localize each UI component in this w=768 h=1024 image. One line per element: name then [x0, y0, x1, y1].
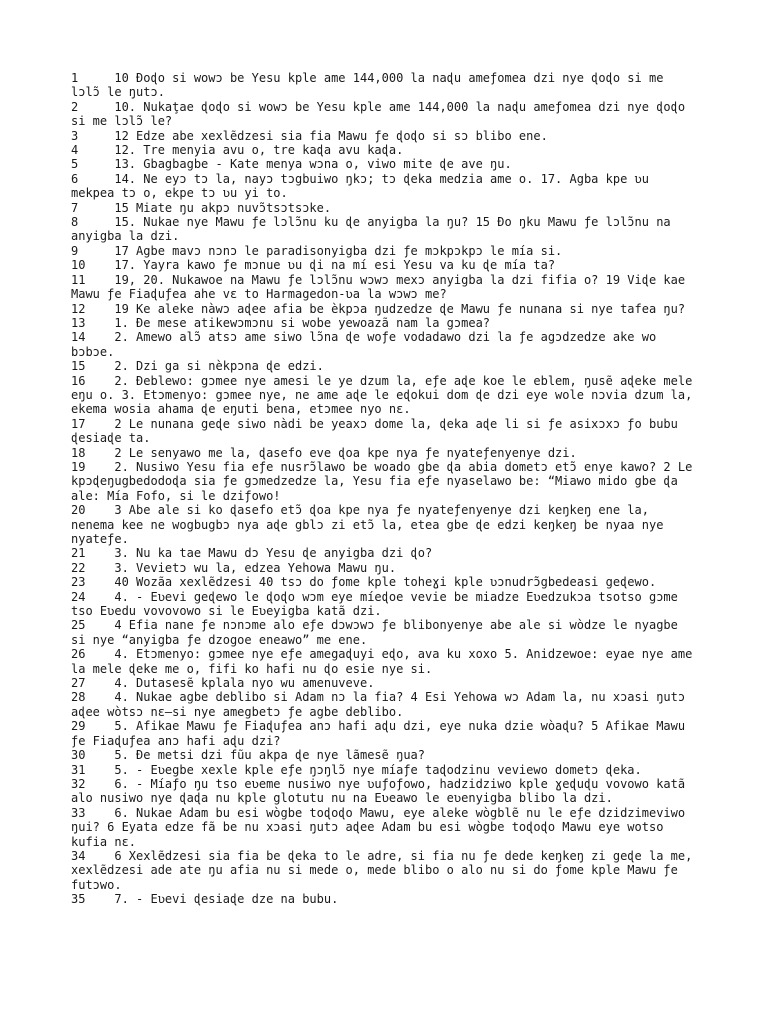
- text-line: 25 4 Efia nane ƒe nɔnɔme alo eƒe dɔwɔwɔ ƒe blibonyenye abe ale si wòdze le nyagbe si nye “anyigba ƒe dzogoe eneawo” me ene.: [71, 618, 686, 647]
- text-line: 21 3. Nu ka tae Mawu dɔ Yesu ɖe anyigba dzi ɖo?: [71, 546, 433, 561]
- text-line: 9 17 Agbe mavɔ nɔnɔ le paradisonyigba dzi ƒe mɔkpɔkpɔ le mía si.: [71, 243, 563, 258]
- text-line: 14 2. Amewo alɔ̃ atsɔ ame siwo lɔ̃na ɖe woƒe vodadawo dzi la ƒe agɔdzedze ake wo bɔbɔe.: [71, 330, 664, 359]
- text-line: 29 5. Afikae Mawu ƒe Fiaɖuƒea anɔ hafi aɖu dzi, eye nuka dzie wòaɖu? 5 Afikae Mawu ƒe Fiaɖuƒea anɔ hafi aɖu dzi?: [71, 719, 693, 748]
- text-line: 18 2 Le senyawo me la, ɖasefo eve ɖoa kpe nya ƒe nyateƒenyenye dzi.: [71, 445, 577, 460]
- document-page: [71, 71, 700, 907]
- text-line: 8 15. Nukae nye Mawu ƒe lɔlɔ̃nu ku ɖe anyigba la ŋu? 15 Ɖo ŋku Mawu ƒe lɔlɔ̃nu na anyigba la dzi.: [71, 215, 678, 244]
- text-line: 3 12 Edze abe xexlẽdzesi sia fia Mawu ƒe ɖoɖo si sɔ blibo ene.: [71, 128, 548, 143]
- text-line: 22 3. Vevietɔ wu la, edzea Yehowa Mawu ŋu.: [71, 560, 397, 575]
- text-line: 2 10. Nukaţae ɖoɖo si wowɔ be Yesu kple ame 144,000 la naɖu ameƒomea dzi nye ɖoɖo si me lɔlɔ̃ le?: [71, 99, 693, 129]
- text-line: 26 4. Etɔmenyo: gɔmee nye eƒe amegaɖuyi eɖo, ava ku xoxo 5. Anidzewoe: eyae nye ame la mele ɖeke me o, fifi ko hafi nu ɖo esie nye si.: [71, 647, 700, 676]
- text-line: 19 2. Nusiwo Yesu fia eƒe nusrɔ̃lawo be woado gbe ɖa abia dometɔ etɔ̃ enye kawo? 2 Le kpɔɖeŋugbedodoɖa sia ƒe gɔmedzedze la, Yesu fia eƒe nyaselawo be: “Miawo mido gbe ɖa ale: Mía Fofo, si le dziƒowo!: [71, 459, 700, 503]
- text-line: 15 2. Dzi ga si nèkpɔna ɖe edzi.: [71, 359, 324, 374]
- text-line: 7 15 Miate ŋu akpɔ nuvɔ̃tsɔtsɔke.: [71, 200, 332, 215]
- text-line: 28 4. Nukae agbe deblibo si Adam nɔ la fia? 4 Esi Yehowa wɔ Adam la, nu xɔasi ŋutɔ aɖee wòtsɔ nɛ—si nye amegbetɔ ƒe agbe deblibo.: [71, 690, 693, 719]
- text-line: 35 7. - Eʋevi ɖesiaɖe dze na bubu.: [71, 892, 339, 907]
- text-line: 12 19 Ke aleke nàwɔ aɖee afia be èkpɔa ŋudzedze ɖe Mawu ƒe nunana si nye tafea ŋu?: [71, 301, 686, 316]
- text-line: 5 13. Gbagbagbe - Kate menya wɔna o, viwo mite ɖe ave ŋu.: [71, 157, 512, 172]
- text-line: 24 4. - Eʋevi geɖewo le ɖoɖo wɔm eye míeɖoe vevie be miadze Eʋedzukɔa tsotso gɔme tso Eʋedu vovovowo si le Eʋeyigba katã dzi.: [71, 589, 686, 619]
- text-line: 1 10 Ɖoɖo si wowɔ be Yesu kple ame 144,000 la naɖu ameƒomea dzi nye ɖoɖo si me lɔlɔ̃ le ŋutɔ.: [71, 71, 671, 100]
- text-line: 4 12. Tre menyia avu o, tre kaɖa avu kaɖa.: [71, 143, 404, 158]
- text-line: 20 3 Abe ale si ko ɖasefo etɔ̃ ɖoa kpe nya ƒe nyateƒenyenye dzi keŋkeŋ ene la, nenema kee ne wogbugbɔ nya aɖe gblɔ zi etɔ̃ la, etea gbe ɖe edzi keŋkeŋ be nyaa nye nyateƒe.: [71, 503, 671, 546]
- text-line: 16 2. Ɖeblewo: gɔmee nye amesi le ye dzum la, eƒe aɖe koe le eblem, ŋusẽ aɖeke mele eŋu o. 3. Etɔmenyo: gɔmee nye, ne ame aɖe le eɖokui dom ɖe dzi eye wole nɔvia dzum la, ekema wosia ahama ɖe eŋuti bena, etɔmee nyo nɛ.: [71, 373, 700, 417]
- text-line: 32 6. - Míaƒo ŋu tso eʋeme nusiwo nye ʋuƒoƒowo, hadzidziwo kple ɣeɖuɖu vovowo katã alo nusiwo nye ɖaɖa nu kple glotutu nu na Eʋeawo le eʋenyigba blibo la dzi.: [71, 776, 693, 806]
- text-line: 6 14. Ne eyɔ tɔ la, nayɔ tɔgbuiwo ŋkɔ; tɔ ɖeka medzia ame o. 17. Agba kpe ʋu mekpea tɔ o, ekpe tɔ ʋu yi to.: [71, 171, 657, 201]
- text-line: 13 1. Ɖe mese atikewɔmɔnu si wobe yewoazã nam la gɔmea?: [71, 315, 491, 330]
- text-line: 33 6. Nukae Adam bu esi wògbe toɖoɖo Mawu, eye aleke wògblẽ nu le eƒe dzidzimeviwo ŋui? 6 Eyata edze fã be nu xɔasi ŋutɔ aɖee Adam bu esi wògbe toɖoɖo Mawu eye wotso kufia nɛ.: [71, 805, 693, 849]
- text-line: 17 2 Le nunana geɖe siwo nàdi be yeaxɔ dome la, ɖeka aɖe li si ƒe asixɔxɔ ƒo bubu ɖesiaɖe ta.: [71, 416, 686, 446]
- text-line: 23 40 Wozãa xexlẽdzesi 40 tsɔ do ƒome kple toheɣi kple ʋɔnudrɔ̃gbedeasi geɖewo.: [71, 575, 657, 590]
- text-line: 31 5. - Eʋegbe xexle kple eƒe ŋɔŋlɔ̃ nye míaƒe taɖodzinu veviewo dometɔ ɖeka.: [71, 762, 642, 777]
- text-line: 11 19, 20. Nukawoe na Mawu ƒe lɔlɔ̃nu wɔwɔ mexɔ anyigba la dzi fifia o? 19 Viɖe kae Mawu ƒe Fiaɖuƒea ahe vɛ to Harmagedon-ʋa la wɔwɔ me?: [71, 272, 693, 302]
- text-line: 27 4. Dutasesẽ kplala nyo wu amenuveve.: [71, 676, 375, 691]
- text-line: 34 6 Xexlẽdzesi sia fia be ɖeka to le adre, si fia nu ƒe dede keŋkeŋ zi geɖe la me, xexlẽdzesi ade ate ŋu afia nu si mede o, mede blibo o alo nu si do ƒome kple Mawu ƒe futɔwo.: [71, 848, 700, 892]
- text-line: 30 5. Ɖe metsi dzi fũu akpa ɖe nye lãmesẽ ŋua?: [71, 748, 426, 763]
- text-line: 10 17. Yayra kawo ƒe mɔnue ʋu ɖi na mí esi Yesu va ku ɖe mía ta?: [71, 258, 556, 273]
